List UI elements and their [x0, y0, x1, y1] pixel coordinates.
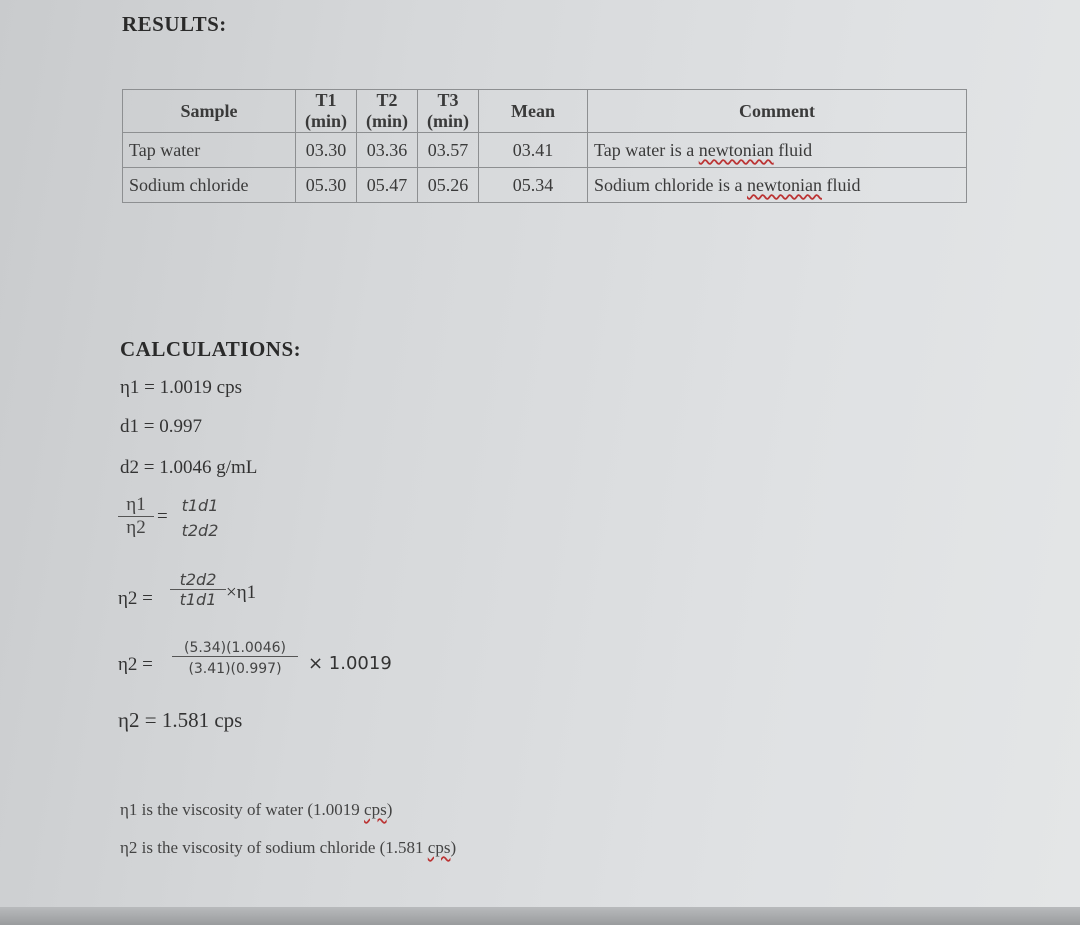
- spellcheck-word: cps: [364, 800, 387, 819]
- formula-fraction: [170, 570, 226, 609]
- header-t2-label: T2: [376, 90, 398, 110]
- header-t3-unit: (min): [427, 111, 469, 131]
- ratio-right-numerator: t1d1: [181, 496, 219, 515]
- formula-tail: ×η1: [226, 582, 257, 603]
- header-t2-unit: (min): [366, 111, 408, 131]
- cell-t1: 05.30: [296, 168, 357, 203]
- ratio-left-numerator: η1: [118, 494, 154, 517]
- substitution-fraction: [172, 640, 298, 677]
- table-header-row: [123, 90, 967, 133]
- table-row: [123, 133, 967, 168]
- cell-sample: Sodium chloride: [123, 168, 296, 203]
- spellcheck-word: cps: [427, 838, 451, 857]
- substitution-lhs: η2 =: [118, 654, 153, 675]
- cell-mean: 03.41: [479, 133, 588, 168]
- ratio-right-denominator: t2d2: [181, 521, 219, 540]
- result-line: η2 = 1.581 cps: [118, 708, 243, 732]
- cell-t3: 05.26: [418, 168, 479, 203]
- cell-sample: Tap water: [123, 133, 296, 168]
- note-eta1: [120, 800, 392, 820]
- ratio-right-fraction: [172, 496, 228, 540]
- d2-line: d2 = 1.0046 g/mL: [120, 457, 258, 478]
- screen-bottom-edge: [0, 907, 1080, 925]
- formula-lhs: η2 =: [118, 588, 153, 609]
- note-eta2-text: η2 is the viscosity of sodium chloride (1.581: [120, 838, 428, 857]
- note-eta2: [120, 838, 456, 858]
- header-t1-label: T1: [315, 90, 337, 110]
- substitution-denominator: (3.41)(0.997): [188, 661, 282, 677]
- header-sample: Sample: [123, 90, 296, 133]
- header-t2: [357, 90, 418, 133]
- note-eta2-end: ): [450, 838, 457, 857]
- comment-text-end: fluid: [821, 174, 861, 195]
- cell-mean: 05.34: [479, 168, 588, 203]
- eta1-line: η1 = 1.0019 cps: [120, 377, 242, 398]
- header-t3: [418, 90, 479, 133]
- spellcheck-word: newtonian: [698, 139, 774, 160]
- calculations-heading: CALCULATIONS:: [120, 337, 302, 361]
- note-eta1-text: η1 is the viscosity of water (1.0019: [120, 800, 365, 819]
- header-mean: Mean: [479, 90, 588, 133]
- header-comment: Comment: [588, 90, 967, 133]
- cell-t3: 03.57: [418, 133, 479, 168]
- note-eta1-end: ): [386, 800, 393, 819]
- cell-t1: 03.30: [296, 133, 357, 168]
- header-t1-unit: (min): [305, 111, 347, 131]
- comment-text: Sodium chloride is a: [594, 174, 747, 195]
- ratio-left-fraction: [118, 494, 154, 539]
- substitution-tail: × 1.0019: [308, 653, 392, 674]
- ratio-left-denominator: η2: [126, 517, 146, 538]
- cell-t2: 03.36: [357, 133, 418, 168]
- header-t3-label: T3: [437, 90, 459, 110]
- substitution-numerator: (5.34)(1.0046): [172, 640, 298, 657]
- spellcheck-word: newtonian: [746, 174, 822, 195]
- results-table: [122, 89, 967, 203]
- comment-text: Tap water is a: [594, 139, 699, 160]
- formula-denominator: t1d1: [179, 590, 217, 609]
- d1-line: d1 = 0.997: [120, 416, 202, 437]
- cell-t2: 05.47: [357, 168, 418, 203]
- ratio-equals: =: [157, 506, 168, 527]
- formula-numerator: t2d2: [170, 570, 226, 590]
- comment-text-end: fluid: [773, 139, 813, 160]
- cell-comment: [588, 133, 967, 168]
- cell-comment: [588, 168, 967, 203]
- results-heading: RESULTS:: [122, 12, 227, 36]
- table-row: [123, 168, 967, 203]
- header-t1: [296, 90, 357, 133]
